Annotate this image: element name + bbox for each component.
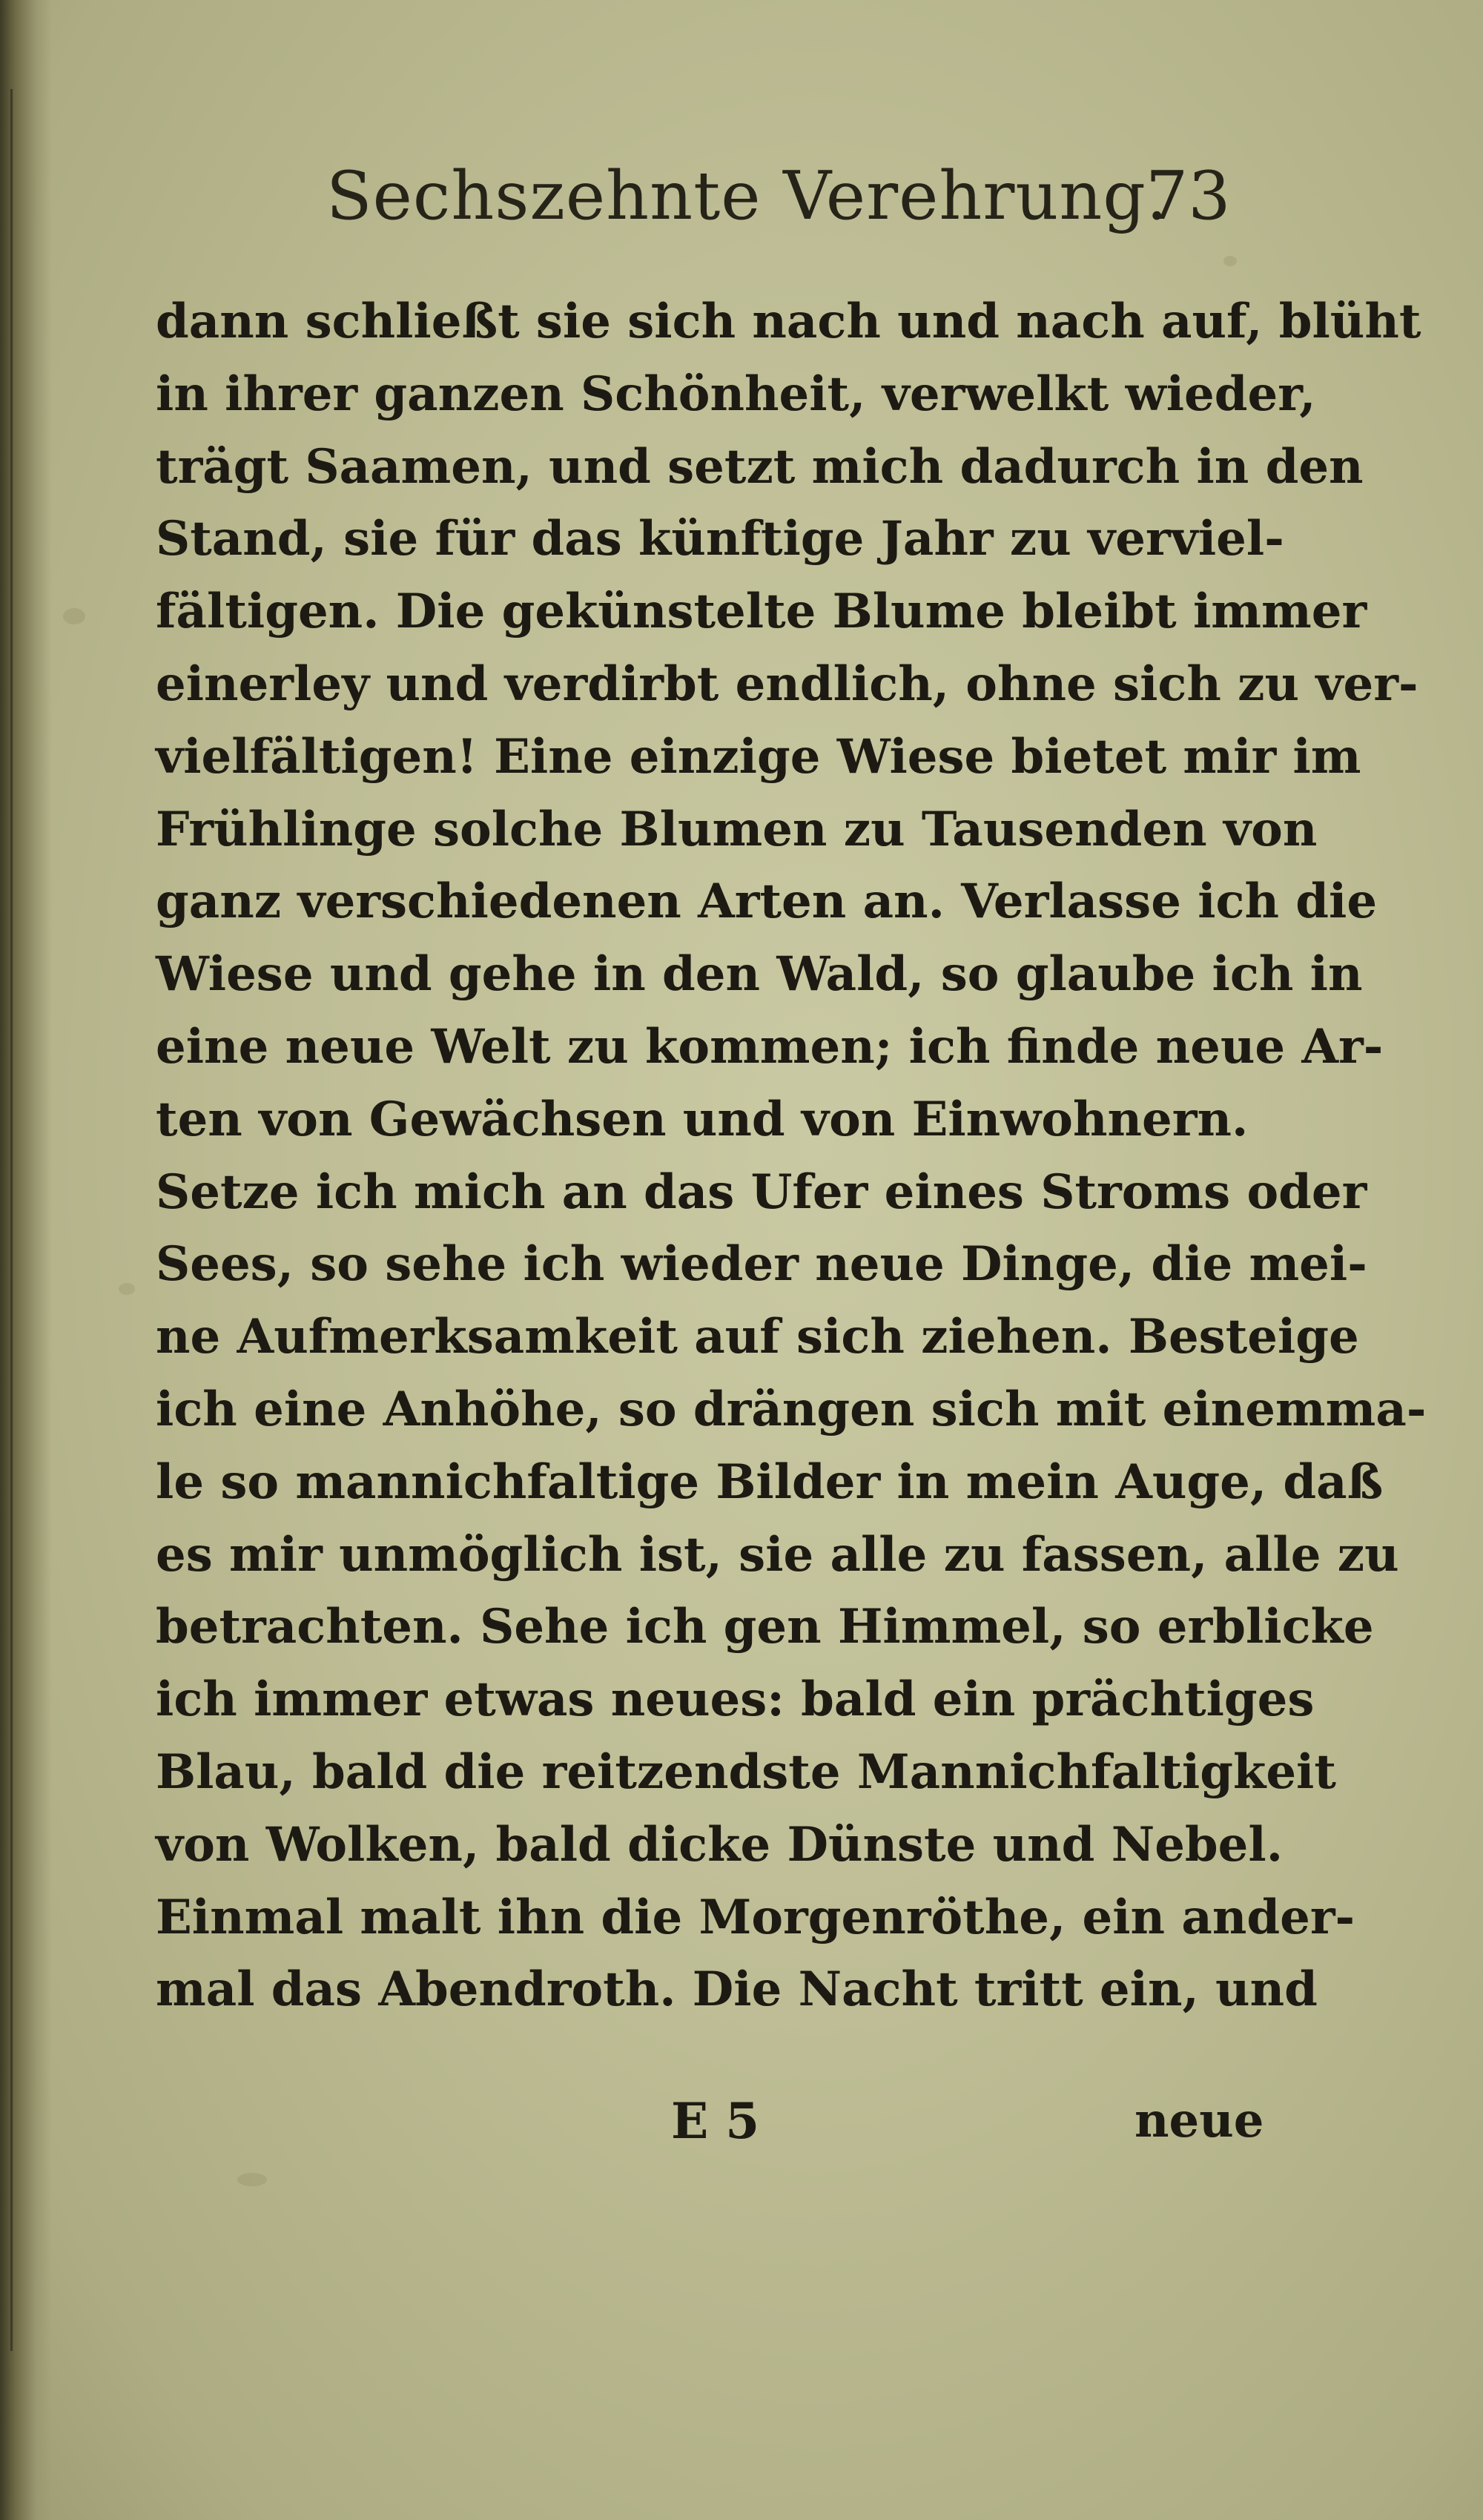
text-line: vielfältigen! Eine einzige Wiese bietet mir im: [156, 728, 1361, 785]
text-line: Sees, so sehe ich wieder neue Dinge, die mei-: [156, 1236, 1367, 1293]
paper-stain: [119, 1283, 135, 1295]
binding-edge: [10, 89, 13, 2351]
signature-mark: E 5: [671, 2092, 760, 2150]
page-footer: [0, 2080, 1483, 2162]
running-head: Sechszehnte Verehrung.: [326, 157, 1169, 235]
text-line: Setze ich mich an das Ufer eines Stroms oder: [156, 1164, 1367, 1220]
text-line: ganz verschiedenen Arten an. Verlasse ich die: [156, 874, 1378, 930]
text-line: dann schließt sie sich nach und nach auf, blüht: [156, 294, 1421, 349]
text-line: in ihrer ganzen Schönheit, verwelkt wieder,: [156, 366, 1316, 422]
body-text: [156, 286, 1427, 2026]
text-line: ten von Gewächsen und von Einwohnern.: [156, 1091, 1249, 1147]
text-line: le so mannichfaltige Bilder in mein Auge, daß: [156, 1454, 1384, 1510]
text-line: eine neue Welt zu kommen; ich finde neue Ar-: [156, 1018, 1384, 1075]
text-line: einerley und verdirbt endlich, ohne sich zu ver-: [156, 656, 1418, 712]
page-number: 73: [1146, 157, 1231, 235]
text-line: Stand, sie für das künftige Jahr zu verviel-: [156, 511, 1284, 567]
text-line: ich eine Anhöhe, so drängen sich mit einemma-: [156, 1381, 1427, 1437]
text-line: Wiese und gehe in den Wald, so glaube ich in: [156, 946, 1363, 1003]
text-line: Einmal malt ihn die Morgenröthe, ein ander-: [156, 1889, 1355, 1945]
text-line: betrachten. Sehe ich gen Himmel, so erblicke: [156, 1599, 1374, 1655]
text-line: Frühlinge solche Blumen zu Tausenden von: [156, 801, 1318, 857]
text-line: trägt Saamen, und setzt mich dadurch in den: [156, 438, 1364, 495]
text-line: ich immer etwas neues: bald ein prächtiges: [156, 1672, 1315, 1728]
catchword: neue: [1134, 2093, 1264, 2148]
page-header: [0, 152, 1483, 241]
paper-stain: [237, 2173, 267, 2186]
text-line: es mir unmöglich ist, sie alle zu fassen, alle zu: [156, 1526, 1399, 1583]
text-line: fältigen. Die gekünstelte Blume bleibt immer: [156, 584, 1367, 640]
paper-stain: [63, 608, 85, 624]
text-line: von Wolken, bald dicke Dünste und Nebel.: [156, 1816, 1283, 1873]
text-line: ne Aufmerksamkeit auf sich ziehen. Besteige: [156, 1309, 1359, 1365]
text-line: Blau, bald die reitzendste Mannichfaltigkeit: [156, 1744, 1336, 1800]
paper-stain: [1223, 256, 1237, 266]
text-line: mal das Abendroth. Die Nacht tritt ein, und: [156, 1962, 1318, 2018]
